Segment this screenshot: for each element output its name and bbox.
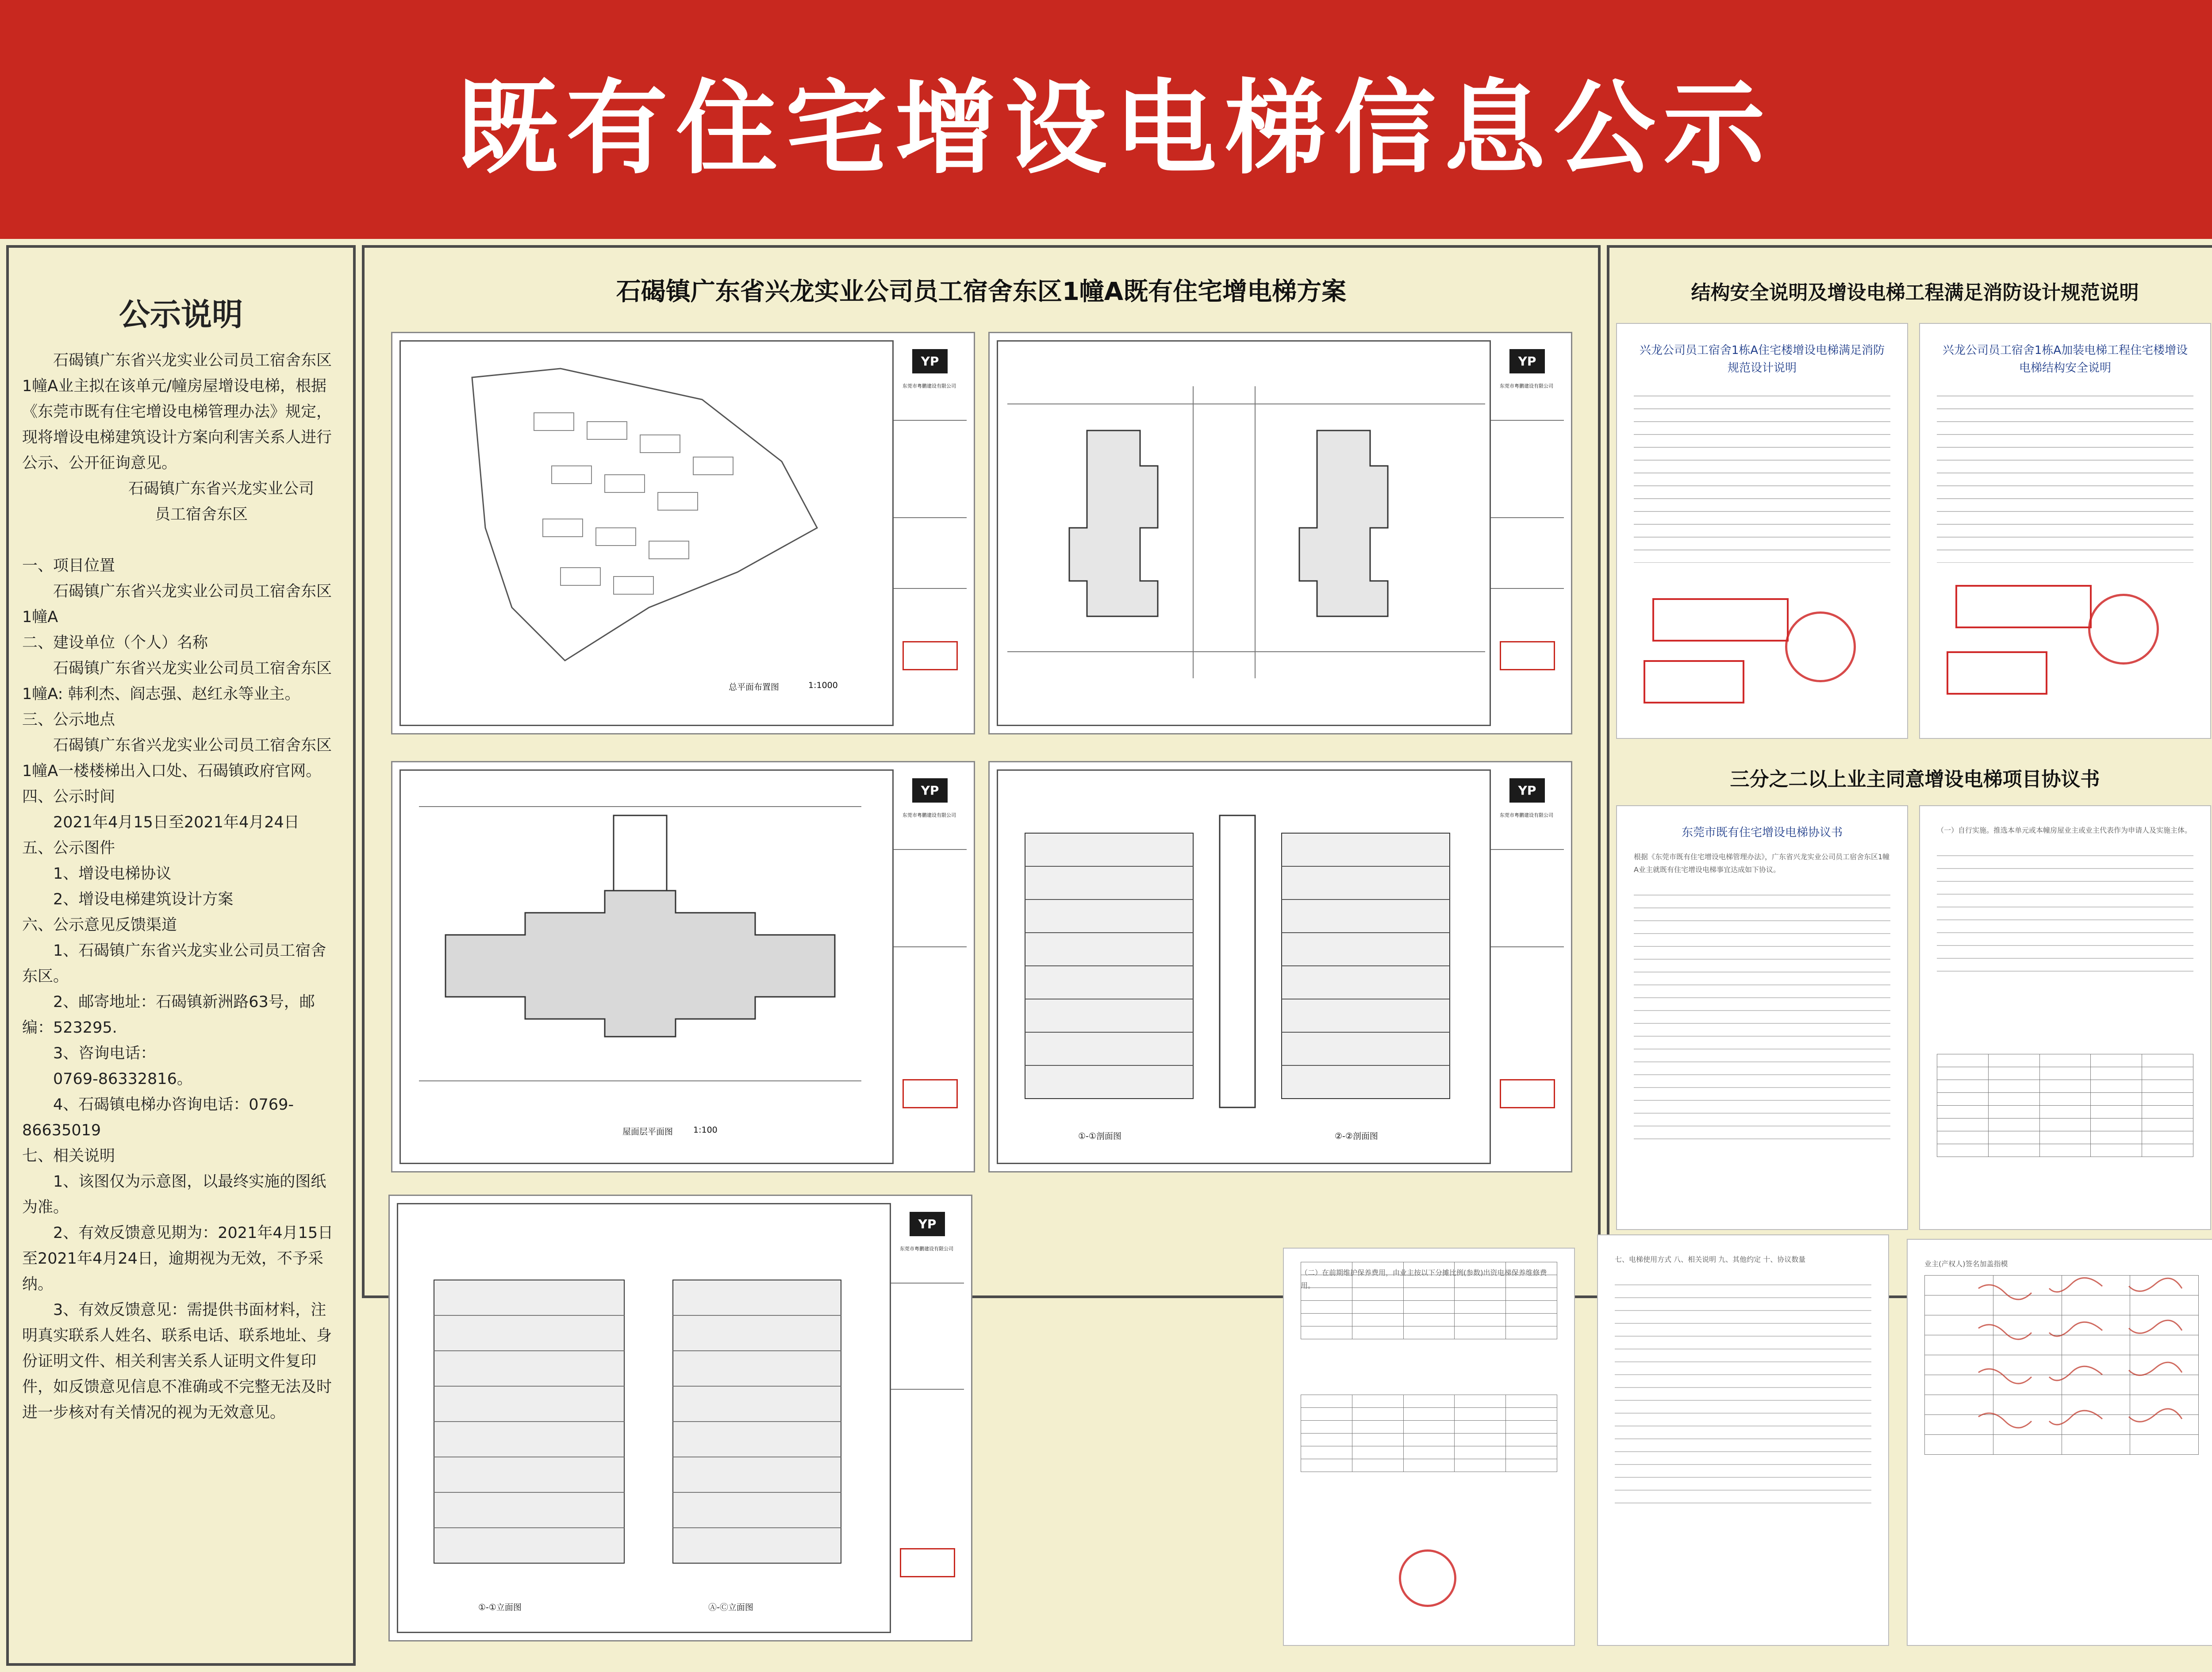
qualification-stamp <box>1652 598 1789 642</box>
section-7-item-3: 3、有效反馈意见：需提供书面材料，注明真实联系人姓名、联系电话、联系地址、身份证明文件、相关利害关系人证明文件复印件，如反馈意见信息不准确或不完整无法及时进一步核对有关情况的视为无效意见。 <box>22 1301 332 1422</box>
tb-divider <box>1491 849 1564 850</box>
notice-body <box>9 334 353 1426</box>
doc-heading: 兴龙公司员工宿舍1栋A住宅楼增设电梯满足消防规范设计说明 <box>1639 344 1885 375</box>
notice-title: 公示说明 <box>119 296 243 333</box>
tb-divider <box>1491 946 1564 947</box>
doc-body: 根据《东莞市既有住宅增设电梯管理办法》，广东省兴龙实业公司员工宿舍东区1幢A业主就既有住宅增设电梯事宜达成如下协议。 <box>1634 853 1890 874</box>
drawing-sheet-roof-plan <box>391 761 975 1172</box>
section-7-title: 七、相关说明 <box>22 1147 115 1165</box>
roof-plan-drawing <box>419 789 861 1116</box>
notice-sign-1: 石碣镇广东省兴龙实业公司 <box>128 480 315 498</box>
title-block <box>1490 769 1564 1164</box>
section-3-text: 石碣镇广东省兴龙实业公司员工宿舍东区1幢A一楼楼梯出入口处、石碣镇政府官网。 <box>22 737 332 780</box>
company-logo: YP <box>910 1212 945 1236</box>
notice-sign-2: 员工宿舍东区 <box>155 506 248 523</box>
doc-body: （一）自行实施。推选本单元或本幢房屋业主或业主代表作为申请人及实施主体。 <box>1937 826 2192 834</box>
drawings-title: 石碣镇广东省兴龙实业公司员工宿舍东区1幢A既有住宅增电梯方案 <box>616 277 1347 306</box>
doc-body-lines <box>1634 386 1890 563</box>
seal-stamp <box>900 1548 955 1577</box>
section-2-text: 石碣镇广东省兴龙实业公司员工宿舍东区1幢A: 韩利杰、阎志强、赵红永等业主。 <box>22 660 332 703</box>
doc-body: （二）在前期维护保养费用，由业主按以下分摊比例(参数)出资电梯保养维修费用。 <box>1301 1268 1547 1290</box>
drawing-label: Ⓐ-Ⓒ立面图 <box>708 1603 753 1612</box>
section-6-item-2: 2、邮寄地址：石碣镇新洲路63号，邮编：523295. <box>22 993 315 1037</box>
section-7-item-1: 1、该图仅为示意图，以最终实施的图纸为准。 <box>22 1173 326 1216</box>
doc-agreement-page-4 <box>1597 1234 1889 1646</box>
doc-heading: 东莞市既有住宅增设电梯协议书 <box>1681 826 1843 839</box>
structure-safety-title: 结构安全说明及增设电梯工程满足消防设计规范说明 <box>1691 281 2139 304</box>
engineer-stamp <box>1644 660 1744 703</box>
qualification-stamp <box>1955 585 2092 628</box>
doc-body-lines <box>1937 386 2193 563</box>
title-block <box>892 769 967 1164</box>
floor-plan-drawing <box>1007 369 1485 687</box>
tb-divider <box>891 1283 964 1284</box>
doc-body: 业主(产权人)签名加盖指模 <box>1924 1260 2008 1268</box>
drawing-sheet-floor-plans <box>988 332 1572 734</box>
section-1-text: 石碣镇广东省兴龙实业公司员工宿舍东区1幢A <box>22 583 332 626</box>
company-logo: YP <box>912 778 948 803</box>
drawing-sheet-site-plan <box>391 332 975 734</box>
tb-divider <box>894 517 967 518</box>
tb-divider <box>1491 517 1564 518</box>
section-4-title: 四、公示时间 <box>22 788 115 806</box>
cost-share-table <box>1301 1262 1557 1339</box>
section-6-item-3a: 3、咨询电话： <box>53 1045 156 1062</box>
drawing-label: ①-①剖面图 <box>1078 1131 1121 1141</box>
seal-stamp <box>902 641 958 670</box>
company-logo: YP <box>1509 778 1545 803</box>
seal-stamp <box>902 1079 958 1108</box>
section-6-item-3b: 0769-86332816。 <box>53 1070 192 1088</box>
drawing-sheet-sections <box>988 761 1572 1172</box>
doc-body-lines <box>1937 846 2193 978</box>
doc-agreement-signatures <box>1907 1239 2212 1646</box>
section-6-item-4: 4、石碣镇电梯办咨询电话：0769-86635019 <box>22 1096 294 1139</box>
section-1-title: 一、项目位置 <box>22 557 115 575</box>
elevation-drawing <box>416 1227 859 1590</box>
handwritten-signatures <box>1970 1275 2200 1461</box>
company-logo: YP <box>912 349 948 373</box>
page-title: 既有住宅增设电梯信息公示 <box>456 69 1773 188</box>
company-name: 东莞市粤鹏建设有限公司 <box>902 812 956 818</box>
title-block <box>890 1203 964 1633</box>
company-seal <box>2088 594 2159 665</box>
doc-structure-safety <box>1919 323 2211 739</box>
doc-body-lines <box>1615 1275 1871 1505</box>
title-block <box>892 340 967 726</box>
section-drawing <box>1007 798 1485 1125</box>
section-7-item-2: 2、有效反馈意见期为：2021年4月15日至2021年4月24日，逾期视为无效，不予采纳。 <box>22 1224 334 1293</box>
drawing-label: 屋面层平面图 <box>622 1127 673 1137</box>
title-block <box>1490 340 1564 726</box>
tb-divider <box>1491 588 1564 589</box>
seal-stamp <box>1500 1079 1555 1108</box>
section-2-title: 二、建设单位（个人）名称 <box>22 634 208 652</box>
company-seal <box>1785 611 1856 682</box>
section-6-title: 六、公示意见反馈渠道 <box>22 916 177 934</box>
site-plan-drawing <box>419 360 861 669</box>
doc-agreement-page-2 <box>1919 805 2211 1230</box>
doc-heading: 兴龙公司员工宿舍1栋A加装电梯工程住宅楼增设电梯结构安全说明 <box>1942 344 2188 375</box>
doc-fire-safety <box>1616 323 1908 739</box>
company-name: 东莞市粤鹏建设有限公司 <box>1500 383 1553 389</box>
tb-divider <box>894 588 967 589</box>
maintenance-table <box>1301 1395 1557 1472</box>
company-name: 东莞市粤鹏建设有限公司 <box>900 1246 953 1252</box>
doc-agreement-page-3 <box>1283 1248 1575 1646</box>
section-5-title: 五、公示图件 <box>22 839 115 857</box>
drawing-label: ②-②剖面图 <box>1335 1131 1378 1141</box>
section-6-item-1: 1、石碣镇广东省兴龙实业公司员工宿舍东区。 <box>22 942 326 985</box>
tb-divider <box>894 849 967 850</box>
notice-intro: 石碣镇广东省兴龙实业公司员工宿舍东区1幢A业主拟在该单元/幢房屋增设电梯，根据《东莞市既有住宅增设电梯管理办法》规定，现将增设电梯建筑设计方案向利害关系人进行公示、公开征询意见。 <box>22 352 332 472</box>
company-logo: YP <box>1509 349 1545 373</box>
drawing-sheet-elevations <box>388 1195 972 1641</box>
drawing-label: 总平面布置图 <box>729 682 780 692</box>
tb-divider <box>894 420 967 421</box>
drawing-scale: 1:100 <box>693 1125 718 1135</box>
agreement-title: 三分之二以上业主同意增设电梯项目协议书 <box>1730 768 2100 791</box>
tb-divider <box>894 946 967 947</box>
doc-body-lines <box>1634 885 1890 1150</box>
section-5-item-1: 1、增设电梯协议 <box>53 865 172 883</box>
section-4-text: 2021年4月15日至2021年4月24日 <box>53 814 300 831</box>
section-5-item-2: 2、增设电梯建筑设计方案 <box>53 891 234 908</box>
notice-panel <box>6 245 356 1666</box>
doc-agreement-page-1 <box>1616 805 1908 1230</box>
engineer-stamp <box>1947 651 2047 695</box>
cost-share-table <box>1937 1054 2193 1157</box>
tb-divider <box>1491 420 1564 421</box>
section-3-title: 三、公示地点 <box>22 711 115 729</box>
company-name: 东莞市粤鹏建设有限公司 <box>1500 812 1553 818</box>
doc-body: 七、电梯使用方式 八、相关说明 九、其他约定 十、协议数量 <box>1615 1255 1806 1264</box>
drawings-panel <box>362 245 1601 1298</box>
drawing-label: ①-①立面图 <box>478 1603 522 1612</box>
company-name: 东莞市粤鹏建设有限公司 <box>902 383 956 389</box>
documents-panel <box>1607 245 2212 1298</box>
company-seal <box>1399 1549 1456 1607</box>
tb-divider <box>891 1389 964 1390</box>
drawing-scale: 1:1000 <box>808 680 838 690</box>
seal-stamp <box>1500 641 1555 670</box>
